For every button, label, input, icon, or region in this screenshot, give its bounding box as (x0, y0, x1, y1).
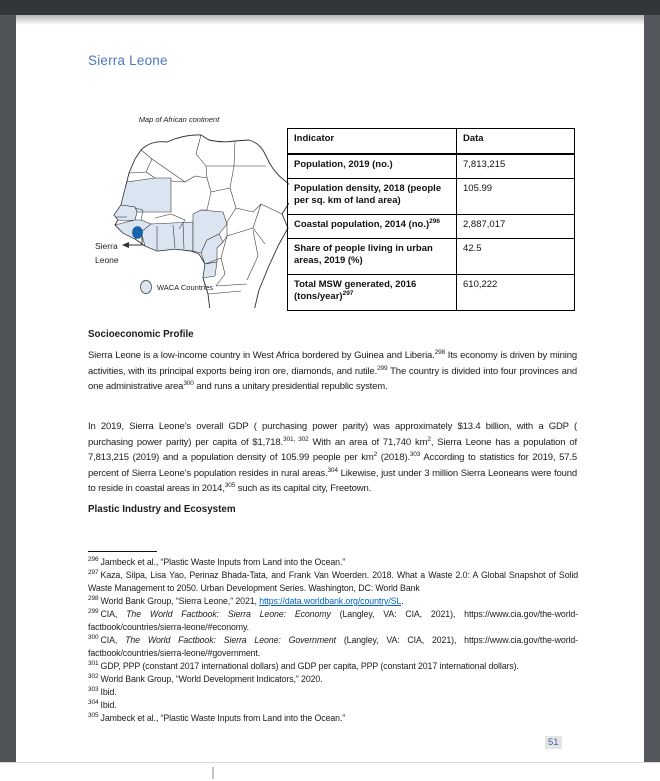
waca-legend-label: WACA Countries (157, 283, 213, 292)
footnote-reference: 299 (377, 364, 388, 372)
footnotes-section (88, 556, 578, 725)
country-coastal-band (141, 222, 193, 251)
callout-label-line1: Sierra (95, 241, 118, 251)
footnote-reference: 2 (373, 450, 378, 458)
sierra-leone-marker (133, 227, 143, 239)
table-header-data: Data (457, 129, 575, 155)
table-header-indicator: Indicator (288, 129, 457, 155)
document-page[interactable] (16, 15, 644, 762)
indicator-cell: Population, 2019 (no.) (288, 154, 457, 179)
footnote-reference: 297 (342, 289, 354, 297)
map-caption: Map of African continent (138, 115, 220, 124)
country-gabon (203, 262, 217, 278)
waca-legend-swatch (141, 281, 152, 294)
paragraph-socioeconomic-2: In 2019, Sierra Leone’s overall GDP ( purchasing power parity) was approximately $13.4 billion, with a GDP ( purchasing power parity) per capita of $1,718.$^{301, 302}$ With an area of 71,740 $km^2$, Sierra Leone has a population of 7,813,215 (2019) and a population density of 105.99 people per $km^2$ (2018).$^{303}$ According to statistics for 2019, 57.5 percent of Sierra Leone’s population resides in rural areas.$^{304}$ Likewise, just under 3 million Sierra Leoneans were found to reside in coastal areas in 2014,$^{305}$ such as its capital city, Freetown. (88, 421, 577, 494)
value-cell: 2,887,017 (457, 215, 575, 239)
heading-plastic-industry: Plastic Industry and Ecosystem (88, 504, 236, 515)
footnote: $^{296}$ Jambeck et al., “Plastic Waste Inputs from Land into the Ocean.” (88, 556, 346, 567)
page-bottom-edge (0, 762, 660, 763)
paragraph-socioeconomic-1: Sierra Leone is a low-income country in West Africa bordered by Guinea and Liberia.$^{298}$ Its economy is driven by mining activities, with its principal exports being iron ore, diamonds, and rutile.$^{299}$ The country is divided into four provinces and one administrative area$^{300}$ and runs a unitary presidential republic system. (88, 348, 578, 392)
footnote: $^{301}$ GDP, PPP (constant 2017 international dollars) and GDP per capita, PPP (constant 2017 international dollars). (88, 660, 519, 671)
indicators-table (287, 128, 575, 311)
indicator-cell: Population density, 2018 (people per sq. km of land area) (288, 179, 457, 215)
table-row (288, 215, 575, 239)
footnote: $^{302}$ World Bank Group, “World Development Indicators,” 2020. (88, 673, 323, 684)
page-title: Sierra Leone (88, 53, 168, 68)
map-figure (95, 115, 289, 308)
africa-map (95, 126, 289, 308)
footnote-reference: 296 (429, 217, 440, 225)
footnote: $^{304}$ Ibid. (88, 699, 117, 710)
footnote-link[interactable]: https://data.worldbank.org/country/SL (259, 596, 402, 606)
footnote-reference: 303 (409, 450, 421, 458)
sierra-leone-callout (95, 236, 142, 265)
value-cell: 105.99 (457, 179, 575, 215)
indicator-cell: Coastal population, 2014 $(no.)^{296}$ (288, 215, 457, 239)
footnote-reference: 304 (327, 466, 338, 474)
table-row (288, 239, 575, 275)
page-number-badge: 51 (545, 736, 562, 749)
callout-label-line2: Leone (95, 255, 119, 265)
value-cell: 610,222 (457, 275, 575, 311)
table-header-row (288, 129, 575, 155)
value-cell: 42.5 (457, 239, 575, 275)
waca-legend (141, 281, 214, 294)
callout-arrowhead-icon (122, 242, 129, 248)
footnote: $^{299}$ CIA, The World Factbook: Sierra Leone: Economy (Langley, VA: CIA, 2021), https://www.cia.gov/the-world-factbook/countries/sierra-leone/#economy. (88, 608, 578, 632)
viewer-right-margin (644, 15, 660, 762)
heading-socioeconomic-profile: Socioeconomic Profile (88, 329, 194, 340)
footnote-reference: 305 (224, 481, 236, 489)
footnote-reference: 301, 302 (283, 435, 309, 443)
footnote: $^{300}$ CIA, The World Factbook: Sierra Leone: Government (Langley, VA: CIA, 2021), https://www.cia.gov/the-world-factbook/countries/sierra-leone/#government. (88, 634, 579, 658)
footnote-separator (88, 551, 157, 552)
table-row (288, 179, 575, 215)
footnote: $^{303}$ Ibid. (88, 686, 117, 697)
indicator-cell: Share of people living in urban areas, 2019 (%) (288, 239, 457, 275)
footnote: $^{297}$ Kaza, Silpa, Lisa Yao, Perinaz Bhada-Tata, and Frank Van Woerden. 2018. What a Waste 2.0: A Global Snapshot of Solid Waste Management to 2050. Urban Development Series. Washington, DC: World Bank (88, 569, 578, 593)
table-row (288, 154, 575, 179)
footnote: $^{305}$ Jambeck et al., “Plastic Waste Inputs from Land into the Ocean.” (88, 712, 346, 723)
footnote-reference: 2 (427, 435, 431, 443)
value-cell: 7,813,215 (457, 154, 575, 179)
footnote: $^{298}$ World Bank Group, “Sierra Leone,” 2021, https://data.worldbank.org/country/SL. (88, 595, 404, 606)
footnote-reference: 298 (434, 348, 446, 356)
viewer-top-bar (0, 0, 660, 15)
viewer-left-margin (0, 15, 16, 762)
text-cursor (212, 767, 214, 779)
country-senegal (114, 205, 137, 221)
footnote-reference: 300 (183, 379, 194, 387)
table-row (288, 275, 575, 311)
indicator-cell: Total MSW generated, 2016 (tons/year)$^{297}$ (288, 275, 457, 311)
